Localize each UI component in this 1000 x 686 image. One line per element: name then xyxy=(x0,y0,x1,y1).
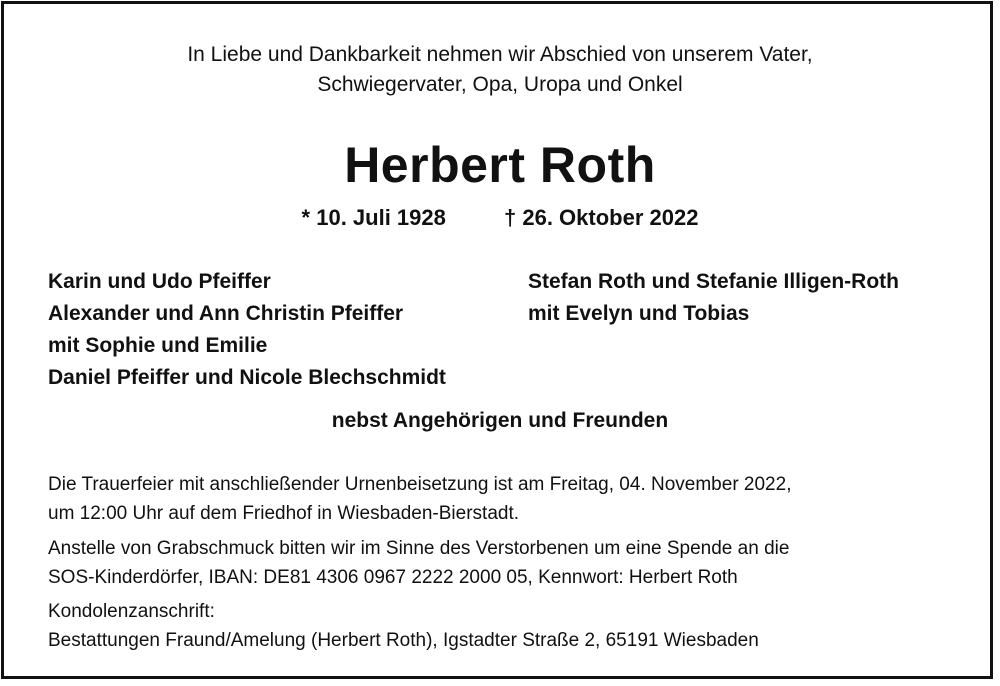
donation-paragraph xyxy=(48,534,789,592)
condolence-label: Kondolenzanschrift: xyxy=(48,601,215,622)
donation-line: Anstelle von Grabschmuck bitten wir im Sinne des Verstorbenen um eine Spende an die xyxy=(48,538,790,559)
family-left-column xyxy=(48,266,446,394)
condolence-paragraph xyxy=(48,597,759,655)
family-line: Alexander und Ann Christin Pfeiffer xyxy=(48,302,404,325)
intro-text xyxy=(0,40,1000,100)
condolence-address: Bestattungen Fraund/Amelung (Herbert Roth), Igstadter Straße 2, 65191 Wiesbaden xyxy=(48,630,759,651)
donation-line: SOS-Kinderdörfer, IBAN: DE81 4306 0967 2222 2000 05, Kennwort: Herbert Roth xyxy=(48,567,738,588)
life-dates xyxy=(0,205,1000,231)
family-line: mit Sophie und Emilie xyxy=(48,334,268,357)
family-right-column xyxy=(528,266,899,330)
ceremony-line: Die Trauerfeier mit anschließender Urnenbeisetzung ist am Freitag, 04. November 2022, xyxy=(48,474,792,495)
death-date: † 26. Oktober 2022 xyxy=(504,205,699,230)
intro-line: In Liebe und Dankbarkeit nehmen wir Abschied von unserem Vater, xyxy=(187,43,813,66)
family-line: Daniel Pfeiffer und Nicole Blechschmidt xyxy=(48,366,446,389)
ceremony-paragraph xyxy=(48,470,791,528)
deceased-name: Herbert Roth xyxy=(344,137,656,193)
family-line: Stefan Roth und Stefanie Illigen-Roth xyxy=(528,270,899,293)
family-line: mit Evelyn und Tobias xyxy=(528,302,750,325)
ceremony-line: um 12:00 Uhr auf dem Friedhof in Wiesbaden-Bierstadt. xyxy=(48,503,520,524)
relatives-line: nebst Angehörigen und Freunden xyxy=(331,409,669,432)
family-line: Karin und Udo Pfeiffer xyxy=(48,270,271,293)
intro-line: Schwiegervater, Opa, Uropa und Onkel xyxy=(317,73,683,96)
birth-date: * 10. Juli 1928 xyxy=(301,205,446,230)
